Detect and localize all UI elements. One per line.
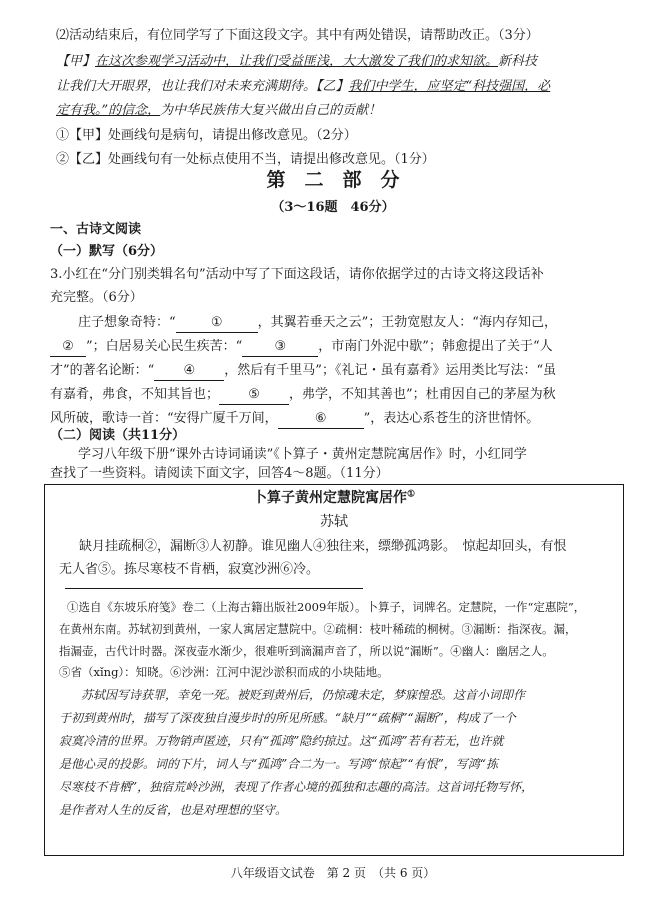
sub-question-1: ①【甲】处画线句是病句，请提出修改意见。（2分） <box>56 128 357 143</box>
fill-line-3 <box>50 362 616 381</box>
poem-title <box>45 487 623 507</box>
passage-line-1 <box>56 53 616 71</box>
underlined-sentence-yi-end: 定有我。”的信念， <box>56 103 161 118</box>
blank-5[interactable]: ⑤ <box>219 386 289 405</box>
part2-heading: （二）阅读（共11分） <box>50 428 186 443</box>
section-subtitle: （3～16题 46分） <box>271 200 395 215</box>
fill-text: ”，表达心系苍生的济世情怀。 <box>363 411 540 426</box>
note-line-2: 在黄州东南。苏轼初到黄州，一家人寓居定慧院中。②疏桐：枝叶稀疏的桐树。③漏断：指深夜。漏， <box>59 622 577 636</box>
commentary-line-6: 是作者对人生的反省，也是对理想的坚守。 <box>59 803 288 817</box>
fill-text: 才”的著名论断：“ <box>50 363 155 378</box>
fill-line-2 <box>50 338 616 357</box>
underlined-sentence-yi: 我们中学生，应坚定“科技强国，必 <box>348 79 551 94</box>
sub-question-2: ②【乙】处画线句有一处标点使用不当，请提出修改意见。（1分） <box>56 152 435 167</box>
commentary-line-5: 尽寒枝不肯栖”，独宿荒岭沙洲，表现了作者心境的孤独和志趣的高洁。这首词托物写怀， <box>59 780 534 794</box>
page-footer: 八年级语文试卷 第 2 页 （共 6 页） <box>230 866 436 880</box>
passage-text: 让我们大开眼界，也让我们对未来充满期待。【乙】 <box>56 79 349 94</box>
poem-author: 苏轼 <box>320 514 348 530</box>
part2-intro-line-1: 学习八年级下册“课外古诗词诵读”《卜算子・黄州定慧院寓居作》时，小红同学 <box>78 447 527 462</box>
q2-intro: ⑵活动结束后，有位同学写了下面这段文字。其中有两处错误，请帮助改正。（3分） <box>56 28 539 43</box>
poem-title-text: 卜算子黄州定慧院寓居作 <box>252 490 407 506</box>
note-line-3: 指漏壶，古代计时器。深夜壶水渐少，很难听到滴漏声音了，所以说“漏断”。④幽人：幽居之人。 <box>59 644 554 658</box>
notes-divider <box>65 588 363 589</box>
commentary-line-1: 苏轼因写诗获罪，幸免一死。被贬到黄州后，仍惊魂未定，梦寐惶恐。这首小词即作 <box>81 688 526 702</box>
fill-text: ，弗学，不知其善也”；杜甫因自己的茅屋为秋 <box>289 387 556 402</box>
note-line-1: ①选自《东坡乐府笺》卷二（上海古籍出版社2009年版）。卜算子，词牌名。定慧院，一作“定惠院”， <box>67 600 586 614</box>
underlined-sentence-jia: 在这次参观学习活动中，让我们受益匪浅，大大激发了我们的求知欲。 <box>95 54 499 69</box>
fill-text: ，其翼若垂天之云”；王勃宽慰友人：“海内存知己， <box>257 315 557 330</box>
passage-text: 新科技 <box>498 54 538 69</box>
blank-1[interactable]: ① <box>176 314 258 333</box>
fill-text: 有嘉肴，弗食，不知其旨也； <box>50 387 220 402</box>
passage-text: 为中华民族伟大复兴做出自己的贡献！ <box>160 103 382 118</box>
passage-line-2 <box>56 78 616 96</box>
fill-text: ，然后有千里马”；《礼记・虽有嘉肴》运用类比写法：“虽 <box>224 363 557 378</box>
commentary-line-3: 寂寞冷清的世界。万物销声匿迹，只有“孤鸿”隐约掠过。这“孤鸿”若有若无，也许就 <box>59 734 504 748</box>
note-line-4: ⑤省（xǐng）：知晓。⑥沙洲：江河中泥沙淤积而成的小块陆地。 <box>59 665 389 679</box>
part1-heading: 一、古诗文阅读 <box>50 222 142 237</box>
part1-subheading: （一）默写（6分） <box>50 244 164 259</box>
poem-line-1: 缺月挂疏桐②，漏断③人初静。谁见幽人④独往来，缥缈孤鸿影。 惊起却回头，有恨 <box>79 539 567 554</box>
commentary-line-4: 是他心灵的投影。词的下片，词人与“孤鸿”合二为一。写鸿“惊起”“有恨”，写鸿“拣 <box>59 757 498 771</box>
poem-title-note-mark: ① <box>406 489 416 500</box>
fill-text: ”；白居易关心民生疾苦：“ <box>86 339 243 354</box>
commentary-line-2: 于初到黄州时，描写了深夜独自漫步时的所见所感。“缺月”“疏桐”“漏断”，构成了一个 <box>59 711 516 725</box>
q3-intro-2: 充完整。（6分） <box>50 290 143 305</box>
poem-line-2: 无人省⑤。拣尽寒枝不肯栖，寂寞沙洲⑥冷。 <box>59 562 320 577</box>
blank-2[interactable]: ② <box>50 338 86 357</box>
blank-6[interactable]: ⑥ <box>278 410 364 429</box>
fill-line-1 <box>78 314 616 333</box>
fill-text: 风所破，歌诗一首：“安得广厦千万间， <box>50 411 278 426</box>
fill-line-4 <box>50 386 616 405</box>
blank-4[interactable]: ④ <box>154 362 224 381</box>
section-title: 第 二 部 分 <box>266 169 400 191</box>
reading-material-box <box>44 484 624 856</box>
fill-text: ，市南门外泥中歇”；韩愈提出了关于“人 <box>318 339 553 354</box>
q3-intro-1: 3.小红在“分门别类辑名句”活动中写了下面这段话，请你依据学过的古诗文将这段话补 <box>50 267 544 282</box>
fill-text: 庄子想象奇特：“ <box>78 315 176 330</box>
part2-intro-line-2: 查找了一些资料。请阅读下面文字，回答4～8题。（11分） <box>50 466 389 481</box>
passage-line-3 <box>56 102 616 120</box>
mark-jia: 【甲】 <box>56 54 96 69</box>
blank-3[interactable]: ③ <box>242 338 318 357</box>
